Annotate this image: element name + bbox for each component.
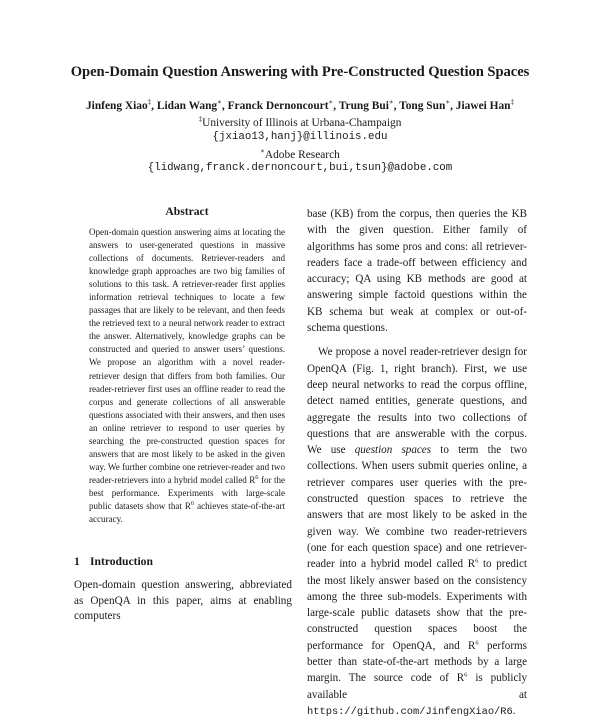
paragraph-proposal: We propose a novel reader-retriever design for OpenQA (Fig. 1, right branch). First, we use deep neural networks to read the corpus offline, detect named entities, generate questions, and aggregate the results into two collections of questions that are answerable with the corpus. We use question spaces to term the two collections. When users submit queries online, a retriever compares user queries with the pre-constructed question spaces to retrieve the answers that are most likely to be asked in the given way. We combine two reader-retrievers (one for each question space) and one retriever-reader into a hybrid model called $R^6$ to predict the most likely answer based on the consistency among the three sub-models. Experiments with large-scale public datasets show that the pre-constructed question spaces boost the performance for OpenQA, and $R^6$ performs better than state-of-the-art methods by a large margin. The source code of $R^6$ is publicly available at https://github.com/JinfengXiao/R6. xyxy=(307,346,527,718)
paper-title: Open-Domain Question Answering with Pre-Constructed Question Spaces xyxy=(70,64,530,80)
author: Jiawei Han‡ xyxy=(455,98,515,112)
abstract-body: Open-domain question answering aims at locating the answers to user-generated questions in massive collections of documents. Retriever-readers and knowledge graph approaches are two big families of solutions to this task. A retriever-reader first applies information retrieval techniques to locate a few passages that are likely to be relevant, and then feeds the retrieved text to a neural network reader to extract the answer. Alternatively, knowledge graphs can be constructed and queried to answer users’ questions. We propose an algorithm with a novel reader-retriever design that differs from both families. Our reader-retriever first uses an offline reader to read the corpus and generate collections of all answerable questions associated with their answers, and then uses an online retriever to respond to user queries by searching the pre-constructed question spaces for answers that are most likely to be asked in the given way. We further combine one retriever-reader and two reader-retrievers into a hybrid model called $R^6$ for the best performance. Experiments with large-scale public datasets show that $R^6$ achieves state-of-the-art accuracy. xyxy=(89,227,286,525)
section-heading-introduction: 1 Introduction xyxy=(74,555,153,568)
abstract-heading: Abstract xyxy=(165,205,209,218)
right-column-text xyxy=(307,206,527,720)
author: Franck Dernoncourt∗, xyxy=(227,98,339,112)
introduction-paragraph: Open-domain question answering, abbreviated as OpenQA in this paper, aims at enabling computers xyxy=(74,579,292,623)
author: Jinfeng Xiao‡, xyxy=(85,98,157,112)
paragraph-families: base (KB) from the corpus, then queries the KB with the given question. Either family of algorithms has some pros and cons: all retriever-readers face a trade-off between efficiency and accuracy; QA using KB methods are good at answering simple factoid questions within the KB schema but weak at complex or out-of-schema questions. xyxy=(307,208,527,335)
author: Tong Sun∗, xyxy=(399,98,456,112)
author: Lidan Wang∗, xyxy=(156,98,228,112)
affiliation-adobe: ∗Adobe Research xyxy=(260,147,340,161)
email-uiuc[interactable]: {jxiao13,hanj}@illinois.edu xyxy=(212,131,388,143)
affiliation-uiuc: ‡University of Illinois at Urbana-Champaign xyxy=(198,115,402,129)
source-code-link[interactable]: https://github.com/JinfengXiao/R6 xyxy=(307,705,513,718)
email-adobe[interactable]: {lidwang,franck.dernoncourt,bui,tsun}@adobe.com xyxy=(147,162,453,174)
author: Trung Bui∗, xyxy=(338,98,400,112)
author-list xyxy=(0,98,600,112)
